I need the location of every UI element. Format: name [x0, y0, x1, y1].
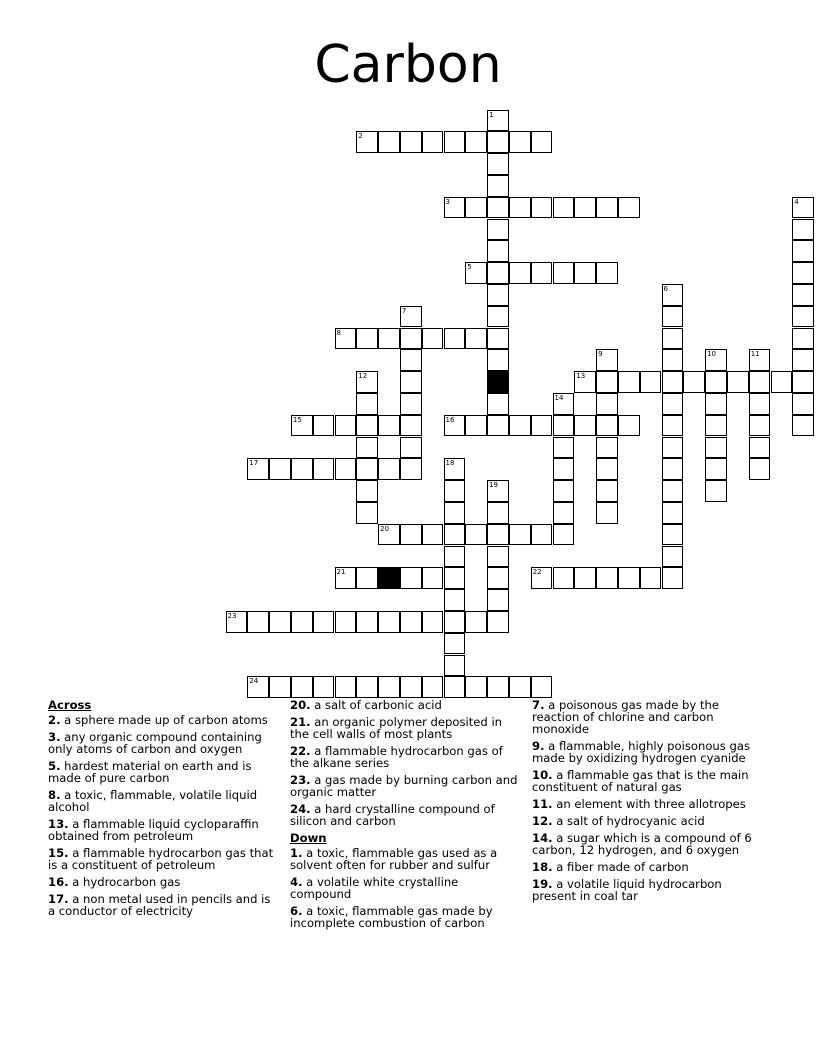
grid-cell[interactable] — [618, 567, 640, 589]
clue-number-label: 7. — [532, 698, 545, 712]
grid-cell[interactable] — [465, 328, 487, 350]
grid-cell[interactable] — [247, 458, 269, 480]
clue-number-label: 11. — [532, 797, 553, 811]
grid-cell[interactable] — [356, 415, 378, 437]
clue-item — [290, 716, 520, 740]
grid-cell[interactable] — [662, 480, 684, 502]
grid-cell[interactable] — [487, 502, 509, 524]
grid-cell[interactable] — [378, 524, 400, 546]
grid-cell[interactable] — [313, 611, 335, 633]
grid-cell[interactable] — [662, 284, 684, 306]
grid-cell[interactable] — [727, 371, 749, 393]
grid-cell[interactable] — [574, 262, 596, 284]
grid-cell[interactable] — [378, 415, 400, 437]
grid-cell[interactable] — [400, 131, 422, 153]
grid-cell[interactable] — [749, 437, 771, 459]
grid-cell[interactable] — [662, 371, 684, 393]
clue-text: an element with three allotropes — [552, 797, 746, 811]
grid-cell[interactable] — [662, 524, 684, 546]
grid-cell[interactable] — [553, 437, 575, 459]
clue-number: 18 — [445, 459, 455, 468]
grid-cell[interactable] — [618, 415, 640, 437]
clues-column-2 — [290, 699, 520, 934]
grid-block — [487, 371, 509, 393]
clue-number: 5 — [467, 263, 472, 272]
grid-cell[interactable] — [400, 371, 422, 393]
clue-number: 1 — [489, 110, 494, 119]
grid-cell[interactable] — [356, 437, 378, 459]
grid-cell[interactable] — [531, 567, 553, 589]
grid-cell[interactable] — [422, 611, 444, 633]
grid-cell[interactable] — [400, 567, 422, 589]
grid-cell[interactable] — [422, 676, 444, 698]
grid-cell[interactable] — [269, 458, 291, 480]
grid-cell[interactable] — [509, 131, 531, 153]
grid-cell[interactable] — [444, 502, 466, 524]
grid-cell[interactable] — [400, 306, 422, 328]
grid-cell[interactable] — [422, 131, 444, 153]
grid-cell[interactable] — [400, 611, 422, 633]
grid-cell[interactable] — [487, 131, 509, 153]
grid-cell[interactable] — [444, 589, 466, 611]
grid-cell[interactable] — [553, 502, 575, 524]
grid-cell[interactable] — [792, 306, 814, 328]
grid-cell[interactable] — [749, 371, 771, 393]
clue-number-label: 21. — [290, 715, 311, 729]
grid-cell[interactable] — [553, 415, 575, 437]
grid-cell[interactable] — [444, 546, 466, 568]
grid-cell[interactable] — [487, 546, 509, 568]
clue-number: 8 — [336, 328, 341, 337]
clue-item — [532, 832, 768, 856]
clue-text: a flammable liquid cycloparaffin obtained from petroleum — [48, 817, 259, 843]
clue-number-label: 8. — [48, 788, 61, 802]
grid-cell[interactable] — [553, 393, 575, 415]
clue-text: a volatile white crystalline compound — [290, 875, 459, 901]
clue-text: a toxic, flammable gas made by incomplete combustion of carbon — [290, 904, 493, 930]
clue-number-label: 19. — [532, 877, 553, 891]
grid-cell[interactable] — [444, 328, 466, 350]
grid-cell[interactable] — [356, 458, 378, 480]
grid-cell[interactable] — [444, 415, 466, 437]
clue-number-label: 9. — [532, 739, 545, 753]
clue-number-label: 13. — [48, 817, 69, 831]
grid-cell[interactable] — [444, 197, 466, 219]
grid-cell[interactable] — [662, 567, 684, 589]
clue-number: 2 — [358, 132, 363, 141]
grid-cell[interactable] — [705, 349, 727, 371]
grid-cell[interactable] — [487, 197, 509, 219]
grid-cell[interactable] — [269, 611, 291, 633]
grid-cell[interactable] — [400, 524, 422, 546]
grid-cell[interactable] — [618, 371, 640, 393]
clue-number-label: 15. — [48, 846, 69, 860]
clue-number: 21 — [336, 568, 346, 577]
grid-cell[interactable] — [465, 415, 487, 437]
grid-cell[interactable] — [553, 567, 575, 589]
clue-number-label: 10. — [532, 768, 553, 782]
grid-cell[interactable] — [749, 415, 771, 437]
clue-number: 10 — [707, 350, 717, 359]
grid-cell[interactable] — [422, 328, 444, 350]
grid-cell[interactable] — [596, 567, 618, 589]
clue-number: 6 — [663, 284, 668, 293]
clue-item — [290, 699, 520, 711]
grid-cell[interactable] — [400, 415, 422, 437]
clue-item — [532, 740, 768, 764]
clue-item — [290, 745, 520, 769]
grid-cell[interactable] — [356, 393, 378, 415]
grid-cell[interactable] — [487, 415, 509, 437]
grid-cell[interactable] — [226, 611, 248, 633]
grid-cell[interactable] — [705, 393, 727, 415]
clue-item — [532, 798, 768, 810]
down-clue-list — [290, 847, 520, 929]
clues-column-3 — [532, 699, 768, 907]
clue-number: 20 — [380, 524, 390, 533]
grid-cell[interactable] — [356, 131, 378, 153]
grid-cell[interactable] — [335, 676, 357, 698]
grid-cell[interactable] — [662, 349, 684, 371]
grid-cell[interactable] — [487, 240, 509, 262]
grid-cell[interactable] — [400, 349, 422, 371]
clue-number: 15 — [292, 415, 302, 424]
grid-cell[interactable] — [465, 262, 487, 284]
clue-text: a flammable, highly poisonous gas made by oxidizing hydrogen cyanide — [532, 739, 751, 765]
grid-cell[interactable] — [596, 371, 618, 393]
grid-cell[interactable] — [596, 197, 618, 219]
clue-number-label: 1. — [290, 846, 303, 860]
grid-cell[interactable] — [269, 676, 291, 698]
grid-cell[interactable] — [531, 262, 553, 284]
grid-cell[interactable] — [378, 611, 400, 633]
grid-cell[interactable] — [683, 371, 705, 393]
grid-cell[interactable] — [640, 567, 662, 589]
grid-cell[interactable] — [465, 524, 487, 546]
grid-cell[interactable] — [596, 502, 618, 524]
grid-cell[interactable] — [487, 611, 509, 633]
clue-item — [48, 714, 278, 726]
grid-cell[interactable] — [247, 676, 269, 698]
grid-cell[interactable] — [356, 328, 378, 350]
clue-text: a flammable hydrocarbon gas that is a constituent of petroleum — [48, 846, 274, 872]
grid-cell[interactable] — [574, 415, 596, 437]
grid-block — [378, 567, 400, 589]
clues-column-1 — [48, 699, 278, 922]
grid-cell[interactable] — [662, 393, 684, 415]
grid-cell[interactable] — [487, 110, 509, 132]
clue-number: 7 — [401, 306, 407, 315]
clue-text: an organic polymer deposited in the cell walls of most plants — [290, 715, 503, 741]
grid-cell[interactable] — [749, 458, 771, 480]
grid-cell[interactable] — [444, 567, 466, 589]
clue-number-label: 22. — [290, 744, 311, 758]
clue-item — [532, 769, 768, 793]
grid-cell[interactable] — [487, 153, 509, 175]
grid-cell[interactable] — [335, 611, 357, 633]
grid-cell[interactable] — [487, 262, 509, 284]
grid-cell[interactable] — [291, 415, 313, 437]
clue-item — [532, 815, 768, 827]
clue-number-label: 24. — [290, 802, 311, 816]
grid-cell[interactable] — [509, 524, 531, 546]
grid-cell[interactable] — [749, 349, 771, 371]
clue-text: a flammable hydrocarbon gas of the alkane series — [290, 744, 503, 770]
grid-cell[interactable] — [662, 415, 684, 437]
clue-number-label: 6. — [290, 904, 303, 918]
grid-cell[interactable] — [705, 437, 727, 459]
grid-cell[interactable] — [662, 502, 684, 524]
grid-cell[interactable] — [553, 262, 575, 284]
across-clue-list-continued — [290, 699, 520, 827]
grid-cell[interactable] — [487, 480, 509, 502]
grid-cell[interactable] — [509, 415, 531, 437]
clue-text: a salt of hydrocyanic acid — [552, 814, 705, 828]
clue-text: any organic compound containing only atoms of carbon and oxygen — [48, 730, 262, 756]
grid-cell[interactable] — [792, 284, 814, 306]
clue-item — [532, 699, 768, 735]
grid-cell[interactable] — [487, 589, 509, 611]
clue-item — [290, 774, 520, 798]
grid-cell[interactable] — [596, 393, 618, 415]
clue-number: 4 — [794, 197, 799, 206]
grid-cell[interactable] — [596, 262, 618, 284]
grid-cell[interactable] — [356, 611, 378, 633]
grid-cell[interactable] — [531, 415, 553, 437]
grid-cell[interactable] — [749, 393, 771, 415]
grid-cell[interactable] — [335, 458, 357, 480]
grid-cell[interactable] — [378, 131, 400, 153]
grid-cell[interactable] — [509, 262, 531, 284]
clue-number: 19 — [489, 481, 499, 490]
grid-cell[interactable] — [662, 306, 684, 328]
clue-number-label: 5. — [48, 759, 61, 773]
grid-cell[interactable] — [705, 480, 727, 502]
grid-cell[interactable] — [444, 676, 466, 698]
clue-item — [48, 760, 278, 784]
grid-cell[interactable] — [662, 328, 684, 350]
clue-number-label: 17. — [48, 892, 69, 906]
clue-item — [48, 847, 278, 871]
grid-cell[interactable] — [487, 349, 509, 371]
clue-number: 16 — [445, 415, 455, 424]
grid-cell[interactable] — [662, 546, 684, 568]
down-clue-list-continued — [532, 699, 768, 902]
grid-cell[interactable] — [487, 567, 509, 589]
grid-cell[interactable] — [378, 328, 400, 350]
clue-number: 13 — [576, 372, 586, 381]
grid-cell[interactable] — [771, 371, 793, 393]
clue-text: a gas made by burning carbon and organic matter — [290, 773, 518, 799]
grid-cell[interactable] — [531, 131, 553, 153]
clue-text: a hydrocarbon gas — [68, 875, 181, 889]
grid-cell[interactable] — [378, 458, 400, 480]
grid-cell[interactable] — [335, 567, 357, 589]
grid-cell[interactable] — [291, 458, 313, 480]
grid-cell[interactable] — [487, 676, 509, 698]
clue-number-label: 2. — [48, 713, 61, 727]
grid-cell[interactable] — [335, 328, 357, 350]
clue-item — [48, 818, 278, 842]
grid-cell[interactable] — [444, 633, 466, 655]
grid-cell[interactable] — [313, 415, 335, 437]
grid-cell[interactable] — [509, 676, 531, 698]
grid-cell[interactable] — [487, 524, 509, 546]
grid-cell[interactable] — [378, 676, 400, 698]
clue-text: a volatile liquid hydrocarbon present in coal tar — [532, 877, 722, 903]
clue-number-label: 3. — [48, 730, 61, 744]
grid-cell[interactable] — [400, 458, 422, 480]
clue-text: a salt of carbonic acid — [310, 698, 442, 712]
grid-cell[interactable] — [356, 371, 378, 393]
grid-cell[interactable] — [465, 676, 487, 698]
grid-cell[interactable] — [531, 197, 553, 219]
grid-cell[interactable] — [618, 197, 640, 219]
grid-cell[interactable] — [596, 480, 618, 502]
grid-cell[interactable] — [356, 676, 378, 698]
clue-number-label: 16. — [48, 875, 69, 889]
grid-cell[interactable] — [792, 219, 814, 241]
grid-cell[interactable] — [335, 415, 357, 437]
clue-number: 11 — [750, 350, 760, 359]
clue-number: 23 — [227, 611, 237, 620]
grid-cell[interactable] — [596, 349, 618, 371]
grid-cell[interactable] — [553, 458, 575, 480]
grid-cell[interactable] — [487, 328, 509, 350]
clue-number: 9 — [598, 350, 603, 359]
grid-cell[interactable] — [792, 262, 814, 284]
grid-cell[interactable] — [356, 480, 378, 502]
grid-cell[interactable] — [444, 655, 466, 677]
grid-cell[interactable] — [400, 437, 422, 459]
clue-number-label: 20. — [290, 698, 311, 712]
clue-text: hardest material on earth and is made of pure carbon — [48, 759, 252, 785]
clue-number-label: 18. — [532, 860, 553, 874]
clue-text: a sugar which is a compound of 6 carbon, 12 hydrogen, and 6 oxygen — [532, 831, 752, 857]
grid-cell[interactable] — [400, 676, 422, 698]
clue-number-label: 4. — [290, 875, 303, 889]
grid-cell[interactable] — [792, 349, 814, 371]
clue-number: 22 — [532, 568, 542, 577]
grid-cell[interactable] — [705, 458, 727, 480]
clue-item — [48, 876, 278, 888]
grid-cell[interactable] — [792, 393, 814, 415]
clue-text: a non metal used in pencils and is a conductor of electricity — [48, 892, 271, 918]
clue-item — [48, 789, 278, 813]
clue-text: a poisonous gas made by the reaction of chlorine and carbon monoxide — [532, 698, 719, 736]
across-heading: Across — [48, 698, 92, 712]
grid-cell[interactable] — [553, 197, 575, 219]
grid-cell[interactable] — [531, 524, 553, 546]
grid-cell[interactable] — [247, 611, 269, 633]
grid-cell[interactable] — [422, 567, 444, 589]
grid-cell[interactable] — [553, 524, 575, 546]
grid-cell[interactable] — [356, 567, 378, 589]
grid-cell[interactable] — [662, 458, 684, 480]
clue-text: a toxic, flammable, volatile liquid alcohol — [48, 788, 258, 814]
across-clue-list — [48, 714, 278, 917]
grid-cell[interactable] — [792, 197, 814, 219]
clue-number-label: 23. — [290, 773, 311, 787]
grid-cell[interactable] — [553, 480, 575, 502]
clue-text: a sphere made up of carbon atoms — [60, 713, 268, 727]
grid-cell[interactable] — [509, 197, 531, 219]
grid-cell[interactable] — [574, 567, 596, 589]
grid-cell[interactable] — [487, 284, 509, 306]
clue-number: 24 — [249, 677, 259, 686]
grid-cell[interactable] — [422, 524, 444, 546]
clue-number: 12 — [358, 372, 368, 381]
grid-cell[interactable] — [574, 371, 596, 393]
grid-cell[interactable] — [487, 219, 509, 241]
grid-cell[interactable] — [487, 306, 509, 328]
grid-cell[interactable] — [400, 393, 422, 415]
grid-cell[interactable] — [574, 197, 596, 219]
grid-cell[interactable] — [792, 328, 814, 350]
grid-cell[interactable] — [792, 415, 814, 437]
clue-text: a fiber made of carbon — [552, 860, 689, 874]
grid-cell[interactable] — [465, 611, 487, 633]
clue-number-label: 12. — [532, 814, 553, 828]
clue-text: a toxic, flammable gas used as a solvent often for rubber and sulfur — [290, 846, 498, 872]
clue-item — [290, 876, 520, 900]
grid-cell[interactable] — [465, 197, 487, 219]
grid-cell[interactable] — [531, 676, 553, 698]
grid-cell[interactable] — [596, 415, 618, 437]
grid-cell[interactable] — [487, 175, 509, 197]
grid-cell[interactable] — [291, 611, 313, 633]
grid-cell[interactable] — [444, 480, 466, 502]
grid-cell[interactable] — [662, 437, 684, 459]
grid-cell[interactable] — [596, 458, 618, 480]
puzzle-title: Carbon — [314, 35, 502, 95]
grid-cell[interactable] — [313, 458, 335, 480]
grid-cell[interactable] — [705, 415, 727, 437]
clue-text: a hard crystalline compound of silicon and carbon — [290, 802, 495, 828]
clue-item — [532, 878, 768, 902]
clue-number: 3 — [445, 197, 450, 206]
grid-cell[interactable] — [487, 393, 509, 415]
grid-cell[interactable] — [444, 611, 466, 633]
clue-number-label: 14. — [532, 831, 553, 845]
down-heading: Down — [290, 831, 327, 845]
grid-cell[interactable] — [444, 131, 466, 153]
clue-item — [290, 847, 520, 871]
clue-item — [290, 905, 520, 929]
clue-item — [48, 731, 278, 755]
grid-cell[interactable] — [400, 328, 422, 350]
grid-cell[interactable] — [640, 371, 662, 393]
grid-cell[interactable] — [596, 437, 618, 459]
grid-cell[interactable] — [792, 240, 814, 262]
grid-cell[interactable] — [792, 371, 814, 393]
grid-cell[interactable] — [313, 676, 335, 698]
clue-number: 17 — [249, 459, 259, 468]
grid-cell[interactable] — [465, 131, 487, 153]
grid-cell[interactable] — [356, 502, 378, 524]
grid-cell[interactable] — [444, 524, 466, 546]
clue-number: 14 — [554, 393, 564, 402]
clue-item — [290, 803, 520, 827]
clue-item — [532, 861, 768, 873]
clue-text: a flammable gas that is the main constituent of natural gas — [532, 768, 749, 794]
clue-item — [48, 893, 278, 917]
grid-cell[interactable] — [291, 676, 313, 698]
grid-cell[interactable] — [444, 458, 466, 480]
grid-cell[interactable] — [705, 371, 727, 393]
